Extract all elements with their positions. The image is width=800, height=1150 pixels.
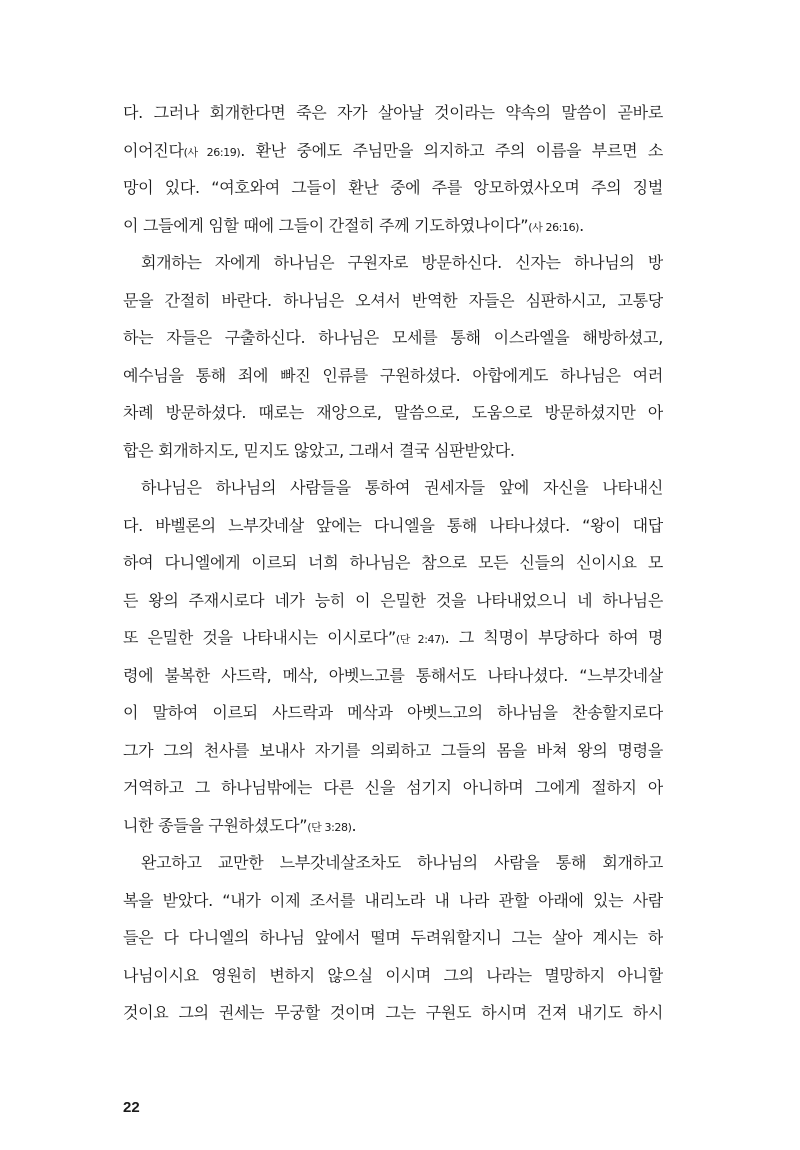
scripture-reference: (단 3:28) xyxy=(307,820,352,834)
line-text: 것이요 그의 권세는 무궁할 것이며 그는 구원도 하시며 건져 내기도 하시 xyxy=(123,1003,663,1022)
text-line xyxy=(123,244,663,282)
line-text: 나님이시요 영원히 변하지 않으실 이시며 그의 나라는 멸망하지 아니할 xyxy=(123,965,663,985)
line-text: 하는 자들은 구출하신다. 하나님은 모세를 통해 이스라엘을 해방하셨고, xyxy=(123,328,663,347)
text-line xyxy=(123,469,663,507)
text-line xyxy=(123,994,663,1032)
scripture-reference: (사 26:19) xyxy=(183,145,241,159)
line-text: 하나님은 하나님의 사람들을 통하여 권세자들 앞에 자신을 나타내신 xyxy=(141,478,663,497)
line-text-rest: . xyxy=(579,215,584,235)
line-text: 니한 종들을 구원하셨도다” xyxy=(123,815,308,835)
line-text-rest: . xyxy=(351,815,357,835)
text-line xyxy=(123,357,663,395)
text-line xyxy=(123,207,663,245)
text-line xyxy=(123,657,663,695)
text-line xyxy=(123,319,663,357)
text-line xyxy=(123,619,663,657)
scripture-reference: (사 26:16) xyxy=(528,220,580,234)
line-text: 그가 그의 천사를 보내사 자기를 의뢰하고 그들의 몸을 바쳐 왕의 명령을 xyxy=(123,740,663,760)
text-line xyxy=(123,957,663,995)
line-text: 완고하고 교만한 느부갓네살조차도 하나님의 사람을 통해 회개하고 xyxy=(141,853,663,872)
line-text: 이 그들에게 임할 때에 그들이 간절히 주께 기도하였나이다” xyxy=(123,215,529,235)
line-text: 든 왕의 주재시로다 네가 능히 이 은밀한 것을 나타내었으니 네 하나님은 xyxy=(123,590,663,610)
text-line xyxy=(123,132,663,170)
text-line xyxy=(123,544,663,582)
text-line xyxy=(123,807,663,845)
text-line xyxy=(123,282,663,320)
line-text: 령에 불복한 사드락, 메삭, 아벳느고를 통해서도 나타나셨다. “느부갓네살 xyxy=(123,665,663,685)
page-body xyxy=(123,94,663,1032)
line-text: 이 말하여 이르되 사드락과 메삭과 아벳느고의 하나님을 찬송할지로다 xyxy=(123,703,663,722)
line-text: 복을 받았다. “내가 이제 조서를 내리노라 내 나라 관할 아래에 있는 사람 xyxy=(123,890,663,910)
text-line xyxy=(123,732,663,770)
text-line xyxy=(123,169,663,207)
text-line xyxy=(123,94,663,132)
page-number: 22 xyxy=(123,1099,140,1116)
line-text: 회개하는 자에게 하나님은 구원자로 방문하신다. 신자는 하나님의 방 xyxy=(141,253,663,272)
text-line xyxy=(123,844,663,882)
text-line xyxy=(123,394,663,432)
text-line xyxy=(123,769,663,807)
line-text: 합은 회개하지도, 믿지도 않았고, 그래서 결국 심판받았다. xyxy=(123,440,515,460)
line-text: 거역하고 그 하나님밖에는 다른 신을 섬기지 아니하며 그에게 절하지 아 xyxy=(123,778,663,797)
line-text: 또 은밀한 것을 나타내시는 이시로다” xyxy=(123,628,396,647)
text-line xyxy=(123,694,663,732)
text-line xyxy=(123,507,663,545)
line-text: 하여 다니엘에게 이르되 너희 하나님은 참으로 모든 신들의 신이시요 모 xyxy=(123,553,663,572)
line-text: 다. 그러나 회개한다면 죽은 자가 살아날 것이라는 약속의 말씀이 곧바로 xyxy=(123,103,663,122)
line-text-rest: . 그 칙명이 부당하다 하여 명 xyxy=(444,628,663,647)
text-line xyxy=(123,919,663,957)
line-text: 차례 방문하셨다. 때로는 재앙으로, 말씀으로, 도움으로 방문하셨지만 아 xyxy=(123,403,663,422)
text-line xyxy=(123,882,663,920)
text-line xyxy=(123,432,663,470)
line-text: 문을 간절히 바란다. 하나님은 오셔서 반역한 자들은 심판하시고, 고통당 xyxy=(123,290,663,310)
line-text: 예수님을 통해 죄에 빠진 인류를 구원하셨다. 아합에게도 하나님은 여러 xyxy=(123,365,663,385)
line-text: 망이 있다. “여호와여 그들이 환난 중에 주를 앙모하였사오며 주의 징벌 xyxy=(123,178,663,197)
text-line xyxy=(123,582,663,620)
line-text: 이어진다 xyxy=(123,140,184,160)
line-text-rest: . 환난 중에도 주님만을 의지하고 주의 이름을 부르면 소 xyxy=(240,140,663,160)
line-text: 다. 바벨론의 느부갓네살 앞에는 다니엘을 통해 나타나셨다. “왕이 대답 xyxy=(123,515,663,535)
scripture-reference: (단 2:47) xyxy=(395,633,445,646)
line-text: 들은 다 다니엘의 하나님 앞에서 떨며 두려워할지니 그는 살아 계시는 하 xyxy=(123,928,663,947)
